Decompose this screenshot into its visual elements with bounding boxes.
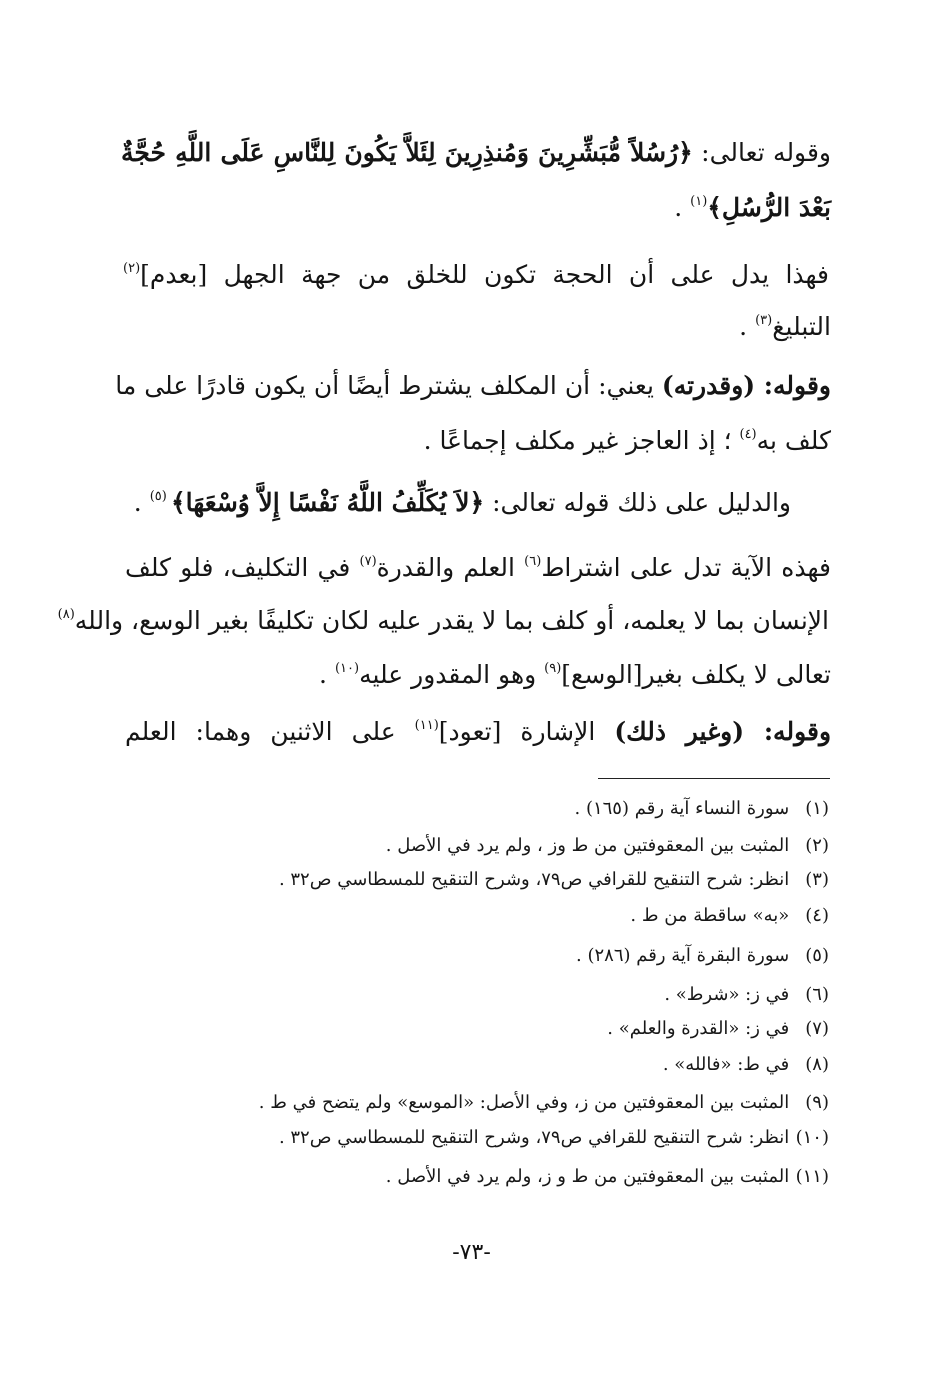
body-text: على الاثنين وهما: العلم bbox=[125, 717, 415, 746]
body-text: . bbox=[739, 312, 756, 341]
body-line bbox=[125, 548, 831, 588]
body-line bbox=[115, 366, 831, 406]
body-line bbox=[123, 255, 829, 295]
footnote-ref: (٧) bbox=[359, 554, 377, 569]
footnote-ref: (٨) bbox=[57, 607, 75, 622]
body-text: التبليغ bbox=[772, 312, 831, 341]
footnote bbox=[575, 796, 830, 822]
matn-quote: وقوله: (وقدرته) bbox=[661, 371, 831, 400]
quran-verse: ﴿رُسُلاً مُّبَشِّرِينَ وَمُنذِرِينَ لِئَلاَّ يَكُونَ لِلنَّاسِ عَلَى اللَّهِ حُجَّةٌ bbox=[121, 138, 693, 167]
footnote bbox=[663, 1052, 829, 1078]
body-line bbox=[134, 483, 791, 523]
body-line bbox=[57, 601, 829, 641]
footnote-text: في ز: «شرط» . bbox=[664, 984, 790, 1005]
footnote-number: (٤) bbox=[805, 905, 829, 926]
body-text: وقوله تعالى: bbox=[692, 138, 831, 167]
body-text: في التكليف، فلو كلف bbox=[125, 553, 360, 582]
footnote bbox=[630, 903, 829, 929]
footnote bbox=[664, 982, 829, 1008]
footnote-number: (٩) bbox=[805, 1092, 829, 1113]
body-line bbox=[739, 307, 831, 347]
footnote-number: (٢) bbox=[805, 835, 829, 856]
footnote bbox=[386, 1164, 829, 1190]
footnote-number: (١٠) bbox=[795, 1127, 829, 1148]
body-text: . bbox=[133, 488, 150, 517]
body-text: الإنسان بما لا يعلمه، أو كلف بما لا يقدر عليه لكان تكليفًا بغير الوسع، والله bbox=[74, 606, 829, 635]
footnote bbox=[259, 1090, 829, 1116]
body-line bbox=[424, 421, 831, 461]
page-number: -٧٣- bbox=[452, 1240, 491, 1265]
footnote-ref: (١١) bbox=[414, 718, 439, 733]
footnote-ref: (١٠) bbox=[334, 661, 360, 676]
body-text: فهذا يدل على أن الحجة تكون للخلق من جهة الجهل [بعدم] bbox=[140, 260, 829, 289]
footnote-text: المثبت بين المعقوفتين من ط و ز، ولم يرد في الأصل . bbox=[385, 1166, 790, 1187]
footnote-ref: (٥) bbox=[149, 489, 171, 504]
body-line bbox=[125, 712, 831, 752]
body-text: . bbox=[674, 193, 691, 222]
footnote-number: (٥) bbox=[805, 945, 829, 966]
footnote-ref: (٣) bbox=[755, 313, 773, 328]
body-text: فهذه الآية تدل على اشتراط bbox=[541, 553, 831, 582]
footnote-ref: (٦) bbox=[524, 554, 542, 569]
footnote-number: (١) bbox=[805, 798, 829, 819]
body-text: ؛ إذ العاجز غير مكلف إجماعًا . bbox=[423, 426, 740, 455]
footnote-number: (٦) bbox=[805, 984, 829, 1005]
body-text: وهو المقدور عليه bbox=[359, 660, 545, 689]
footnote-text: المثبت بين المعقوفتين من ط وز ، ولم يرد في الأصل . bbox=[385, 835, 790, 856]
footnote-ref: (٢) bbox=[123, 261, 141, 276]
footnote-text: انظر: شرح التنقيح للقرافي ص٧٩، وشرح التنقيح للمسطاسي ص٣٢ . bbox=[278, 869, 790, 890]
footnote-ref: (٩) bbox=[544, 661, 562, 676]
footnote-text: في ط: «فالله» . bbox=[662, 1054, 790, 1075]
footnote-separator bbox=[598, 778, 830, 779]
footnote-ref: (٤) bbox=[739, 427, 757, 442]
footnote-text: في ز: «القدرة والعلم» . bbox=[607, 1018, 790, 1039]
footnote bbox=[386, 833, 829, 859]
body-text: تعالى لا يكلف بغير[الوسع] bbox=[561, 660, 831, 689]
footnote-number: (٧) bbox=[805, 1018, 829, 1039]
footnote-text: انظر: شرح التنقيح للقرافي ص٧٩، وشرح التنقيح للمسطاسي ص٣٢ . bbox=[278, 1127, 790, 1148]
body-line bbox=[319, 655, 831, 695]
footnote-number: (١١) bbox=[795, 1166, 829, 1187]
footnote bbox=[279, 867, 829, 893]
footnote-text: «به» ساقطة من ط . bbox=[630, 905, 790, 926]
footnote bbox=[607, 1016, 829, 1042]
footnote-ref: (١) bbox=[690, 194, 708, 209]
footnote-number: (٨) bbox=[805, 1054, 829, 1075]
footnote-text: سورة البقرة آية رقم (٢٨٦) . bbox=[576, 945, 790, 966]
body-text: . bbox=[319, 660, 335, 689]
body-line bbox=[674, 188, 831, 228]
quran-verse: بَعْدَ الرُّسُلِ﴾ bbox=[707, 193, 831, 222]
footnote-number: (٣) bbox=[805, 869, 829, 890]
body-text: يعني: أن المكلف يشترط أيضًا أن يكون قادرًا على ما bbox=[115, 371, 662, 400]
matn-quote: وقوله: (وغير ذلك) bbox=[614, 717, 832, 746]
body-text: والدليل على ذلك قوله تعالى: bbox=[484, 488, 791, 517]
body-text: الإشارة [تعود] bbox=[438, 717, 615, 746]
body-text: العلم والقدرة bbox=[376, 553, 525, 582]
footnote-text: سورة النساء آية رقم (١٦٥) . bbox=[574, 798, 790, 819]
body-line bbox=[121, 133, 831, 173]
footnote-text: المثبت بين المعقوفتين من ز، وفي الأصل: «الموسع» ولم يتضح في ط . bbox=[258, 1092, 790, 1113]
footnote bbox=[279, 1125, 829, 1151]
footnote bbox=[576, 943, 829, 969]
body-text: كلف به bbox=[756, 426, 831, 455]
quran-verse: ﴿لاَ يُكَلِّفُ اللَّهُ نَفْسًا إِلاَّ وُسْعَهَا﴾ bbox=[170, 488, 485, 517]
